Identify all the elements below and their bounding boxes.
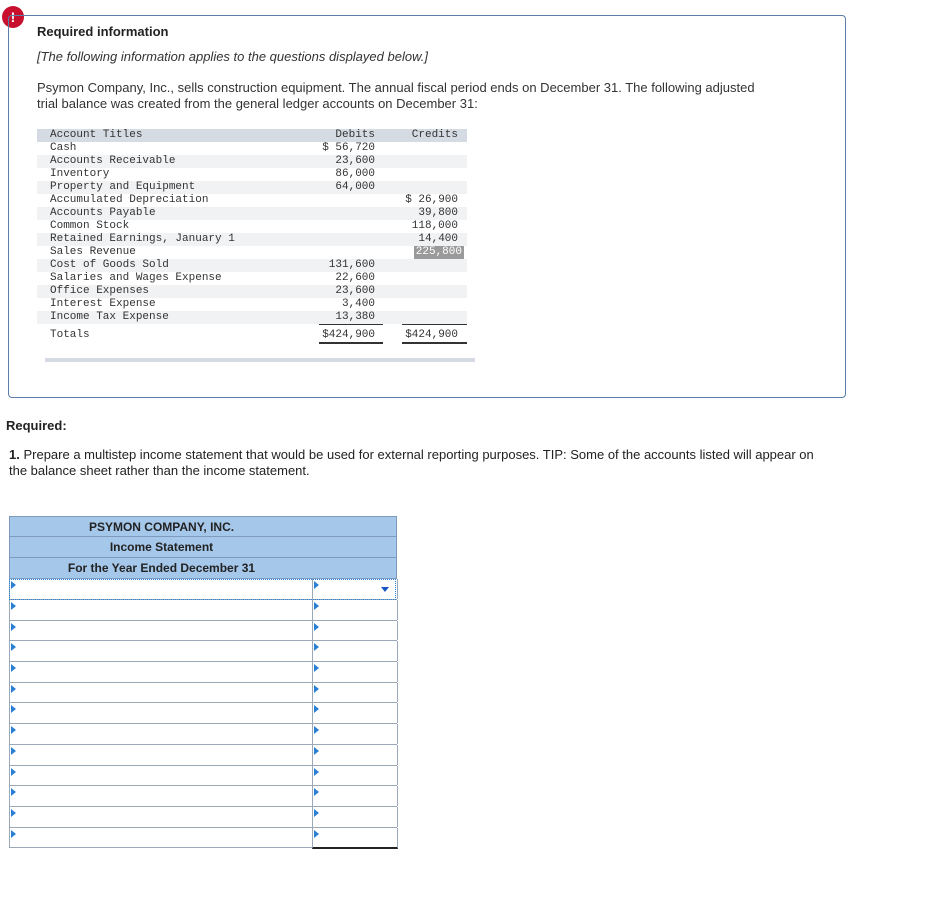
debit-amount: 23,600 [335,285,375,297]
amount-input-cell[interactable] [312,745,398,765]
account-title: Office Expenses [50,285,150,297]
trial-balance-row [37,194,467,207]
debit-amount: 86,000 [335,168,375,180]
credit-amount: $ 26,900 [405,194,458,206]
credit-amount: 118,000 [411,220,458,232]
statement-title-header: Income Statement [9,537,397,558]
account-select-cell[interactable] [9,600,313,620]
amount-input-cell[interactable] [312,828,398,850]
row-marker-icon [11,830,16,838]
statement-row[interactable] [9,662,397,683]
alert-icon: ! [2,6,24,28]
row-marker-icon [11,643,16,651]
account-title: Retained Earnings, January 1 [50,233,235,245]
amount-input-cell[interactable] [312,703,398,723]
amount-input-cell[interactable] [312,683,398,703]
amount-input-cell[interactable] [312,621,398,641]
amount-input-cell[interactable] [312,600,398,620]
account-title: Cash [50,142,77,154]
account-title: Property and Equipment [50,181,196,193]
credit-rule [402,324,467,325]
debit-amount: 22,600 [335,272,375,284]
trial-balance-row [37,259,467,272]
row-marker-icon [11,747,16,755]
row-marker-icon [314,643,319,651]
debit-amount: 64,000 [335,181,375,193]
row-marker-icon [11,809,16,817]
statement-row[interactable] [9,786,397,807]
totals-debit: $424,900 [322,329,375,341]
account-select-cell[interactable] [9,828,313,848]
account-title: Income Tax Expense [50,311,169,323]
dropdown-button[interactable] [375,580,394,598]
row-marker-icon [314,581,319,589]
account-title: Common Stock [50,220,130,232]
statement-row[interactable] [9,807,397,828]
row-marker-icon [314,705,319,713]
account-select-cell[interactable] [9,621,313,641]
amount-input-cell[interactable] [312,641,398,661]
trial-balance-row [37,220,467,233]
account-select-cell[interactable] [9,662,313,682]
statement-row[interactable] [9,828,397,849]
row-marker-icon [314,809,319,817]
debit-double-rule [319,342,383,344]
row-marker-icon [314,602,319,610]
statement-row[interactable] [9,745,397,766]
debit-amount: 131,600 [328,259,375,271]
info-subtitle: [The following information applies to the questions displayed below.] [37,49,428,64]
amount-input-cell[interactable] [312,724,398,744]
statement-row[interactable] [9,766,397,787]
statement-row[interactable] [9,600,397,621]
row-marker-icon [11,623,16,631]
account-title: Sales Revenue [50,246,136,258]
row-marker-icon [314,830,319,838]
account-title: Accounts Payable [50,207,156,219]
row-marker-icon [314,768,319,776]
question-text: Prepare a multistep income statement that would be used for external reporting purposes. TIP: Some of the accounts listed will appear on the balance sheet rather than the income statement. [9,447,814,478]
statement-row[interactable] [9,703,397,724]
trial-balance-row [37,155,467,168]
row-marker-icon [11,602,16,610]
info-title: Required information [37,24,169,39]
amount-input-cell[interactable] [312,662,398,682]
account-select-cell[interactable] [9,579,313,599]
trial-balance-row [37,246,467,259]
amount-input-cell[interactable] [312,766,398,786]
account-select-cell[interactable] [9,641,313,661]
company-name-header: PSYMON COMPANY, INC. [9,516,397,537]
trial-balance-row [37,272,467,285]
totals-label: Totals [50,329,90,341]
account-select-cell[interactable] [9,807,313,827]
statement-row[interactable] [9,579,397,600]
info-paragraph: Psymon Company, Inc., sells construction equipment. The annual fiscal period ends on December 31. The following adjusted trial balance was created from the general ledger accounts on December 31: [37,80,755,111]
trial-balance-row [37,168,467,181]
row-marker-icon [11,664,16,672]
header-account-titles: Account Titles [50,129,143,141]
trial-balance-row [37,298,467,311]
row-marker-icon [11,685,16,693]
trial-balance-row [37,181,467,194]
trial-balance-row [37,285,467,298]
row-marker-icon [11,581,16,589]
account-select-cell[interactable] [9,745,313,765]
row-marker-icon [314,664,319,672]
statement-row[interactable] [9,641,397,662]
account-select-cell[interactable] [9,683,313,703]
amount-input-cell[interactable] [312,807,398,827]
required-heading: Required: [6,418,67,433]
required-question [9,447,829,479]
trial-balance-row [37,233,467,246]
trial-balance-row [37,207,467,220]
amount-input-cell[interactable] [312,786,398,806]
row-marker-icon [314,685,319,693]
account-title: Inventory [50,168,110,180]
credit-amount: 225,800 [415,246,462,258]
account-select-cell[interactable] [9,766,313,786]
header-credits: Credits [411,129,458,141]
row-marker-icon [314,623,319,631]
totals-credit: $424,900 [405,329,458,341]
row-marker-icon [11,788,16,796]
debit-rule [319,324,383,325]
period-header: For the Year Ended December 31 [9,558,397,579]
header-debits: Debits [335,129,375,141]
row-marker-icon [314,726,319,734]
double-rule [319,342,467,344]
chevron-down-icon [381,587,389,592]
row-marker-icon [314,788,319,796]
row-marker-icon [11,768,16,776]
trial-balance-row [37,311,467,324]
trial-balance-row [37,142,467,155]
table-bottom-bar [45,358,475,362]
debit-amount: $ 56,720 [322,142,375,154]
credit-amount: 39,800 [418,207,458,219]
credit-amount: 14,400 [418,233,458,245]
trial-balance-header [37,129,467,142]
question-number: 1. [9,447,20,462]
row-marker-icon [314,747,319,755]
statement-row[interactable] [9,621,397,642]
account-title: Cost of Goods Sold [50,259,169,271]
account-select-cell[interactable] [9,724,313,744]
credit-double-rule [402,342,467,344]
income-statement-worksheet [9,516,397,848]
totals-row [37,329,467,342]
account-select-cell[interactable] [9,786,313,806]
account-title: Accounts Receivable [50,155,176,167]
totals-rule [319,324,467,325]
statement-row[interactable] [9,724,397,745]
account-title: Accumulated Depreciation [50,194,209,206]
debit-amount: 23,600 [335,155,375,167]
account-title: Interest Expense [50,298,156,310]
row-marker-icon [11,726,16,734]
statement-row[interactable] [9,683,397,704]
debit-amount: 13,380 [335,311,375,323]
account-select-cell[interactable] [9,703,313,723]
debit-amount: 3,400 [341,298,375,310]
row-marker-icon [11,705,16,713]
account-title: Salaries and Wages Expense [50,272,222,284]
